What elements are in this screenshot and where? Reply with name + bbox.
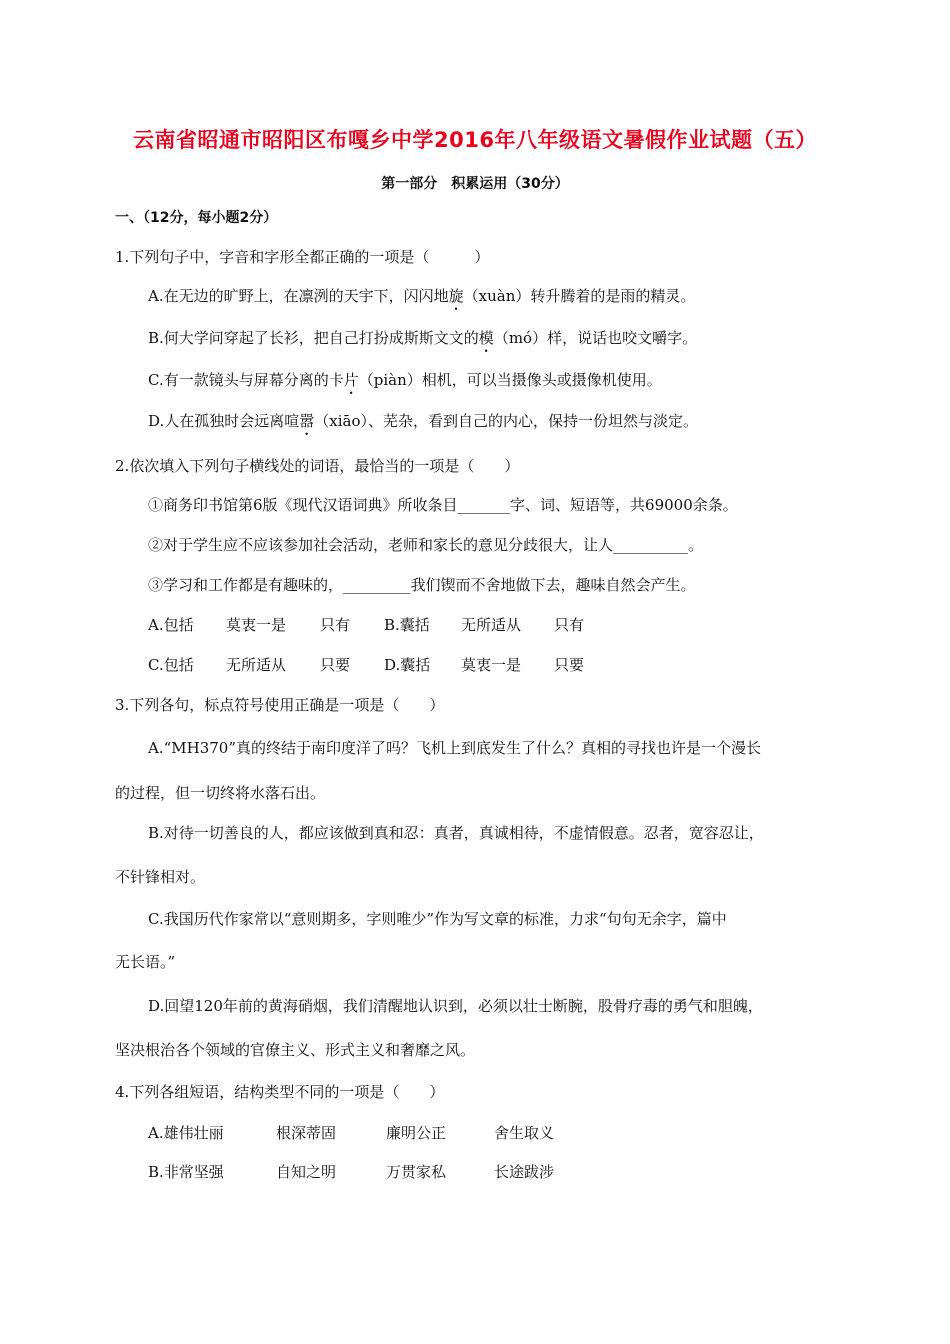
q3-option-c-cont: 无长语。”: [115, 953, 176, 971]
q2-option-a: A.包括: [148, 616, 194, 634]
q4-stem: 4.下列各组短语，结构类型不同的一项是（ ）: [115, 1083, 445, 1101]
q3-option-b-cont: 不针锋相对。: [115, 868, 206, 886]
q3-option-a: A.“MH370”真的终结于南印度洋了吗？飞机上到底发生了什么？真相的寻找也许是一个漫长: [148, 739, 762, 757]
q2-option-b: B.囊括: [384, 616, 430, 634]
q2-sentence-3: ③学习和工作都是有趣味的，_________我们锲而不舍地做下去，趣味自然会产生。: [148, 576, 696, 594]
q1-option-d: D.人在孤独时会远离喧嚣（xiāo）、芜杂，看到自己的内心，保持一份坦然与淡定。: [148, 412, 699, 430]
q1-option-b: B.何大学问穿起了长衫，把自己打扮成斯斯文文的模（mó）样，说话也咬文嚼字。: [148, 329, 698, 347]
document-title: 云南省昭通市昭阳区布嘎乡中学2016年八年级语文暑假作业试题（五）: [133, 128, 817, 152]
q2-option-d: D.囊括: [384, 656, 431, 674]
q2-sentence-1: ①商务印书馆第6版《现代汉语词典》所收条目_______字、词、短语等，共69000余条。: [148, 496, 738, 514]
document-page: 云南省昭通市昭阳区布嘎乡中学2016年八年级语文暑假作业试题（五） 第一部分 积累运用（30分） 一、（12分，每小题2分） 1.下列句子中，字音和字形全都正确的一项是（ ） A.在无边的旷野上，在凛洌的天宇下，闪闪地旋（xuàn）转升腾着的是雨的精灵。 B.何大学问穿起了长衫，把自己打扮成斯斯文文的模（mó）样，说话也咬文嚼字。 C.有一款镜头与屏幕分离的卡片（piàn）相机，可以当摄像头或摄像机使用。 D.人在孤独时会远离喧嚣（xiāo）、芜杂，看到自己的内心，保持一份坦然与淡定。 2.依次填入下列句子横线处的词语，最恰当的一项是（ ） ①商务印书馆第6版《现代汉语词典》所收条目_______字、词、短语等，共69000余条。 ②对于学生应不应该参加社会活动，老师和家长的意见分歧很大，让人__________。 ③学习和工作都是有趣味的，_________我们锲而不舍地做下去，趣味自然会产生。 A.包括 莫衷一是 只有 B.囊括 无所适从 只有 C.包括 无所适从 只要 D.囊括 莫衷一是 只要 3.下列各句，标点符号使用正确是一项是（ ） A.“MH370”真的终结于南印度洋了吗？飞机上到底发生了什么？真相的寻找也许是一个漫长 的过程，但一切终将水落石出。 B.对待一切善良的人，都应该做到真和忍：真者，真诚相待，不虚情假意。忍者，宽容忍让， 不针锋相对。 C.我国历代作家常以“意则期多，字则唯少”作为写文章的标准，力求“句句无余字，篇中 无长语。” D.回望120年前的黄海硝烟，我们清醒地认识到，必须以壮士断腕，股骨疗毒的勇气和胆魄， 坚决根治各个领域的官僚主义、形式主义和奢靡之风。 4.下列各组短语，结构类型不同的一项是（ ） A.雄伟壮丽 根深蒂固 廉明公正 舍生取义 B.非常坚强 自知之明 万贯家私 长途跋涉: [0, 0, 950, 1344]
q2-option-c: C.包括: [148, 656, 194, 674]
q1-option-c: C.有一款镜头与屏幕分离的卡片（piàn）相机，可以当摄像头或摄像机使用。: [148, 371, 662, 389]
q3-option-a-cont: 的过程，但一切终将水落石出。: [115, 784, 326, 802]
q3-option-d-cont: 坚决根治各个领域的官僚主义、形式主义和奢靡之风。: [115, 1041, 476, 1059]
q1-option-a: A.在无边的旷野上，在凛洌的天宇下，闪闪地旋（xuàn）转升腾着的是雨的精灵。: [148, 287, 696, 305]
q3-stem: 3.下列各句，标点符号使用正确是一项是（ ）: [115, 696, 445, 714]
q3-option-b: B.对待一切善良的人，都应该做到真和忍：真者，真诚相待，不虚情假意。忍者，宽容忍让，: [148, 824, 764, 842]
part-heading: 第一部分 积累运用（30分）: [381, 176, 569, 192]
q3-option-d: D.回望120年前的黄海硝烟，我们清醒地认识到，必须以壮士断腕，股骨疗毒的勇气和胆魄，: [148, 997, 763, 1015]
section-heading: 一、（12分，每小题2分）: [115, 210, 278, 226]
q2-stem: 2.依次填入下列句子横线处的词语，最恰当的一项是（ ）: [115, 457, 520, 475]
q2-sentence-2: ②对于学生应不应该参加社会活动，老师和家长的意见分歧很大，让人__________。: [148, 536, 704, 554]
q3-option-c: C.我国历代作家常以“意则期多，字则唯少”作为写文章的标准，力求“句句无余字，篇中: [148, 910, 727, 928]
q1-stem: 1.下列句子中，字音和字形全都正确的一项是（ ）: [115, 248, 490, 266]
